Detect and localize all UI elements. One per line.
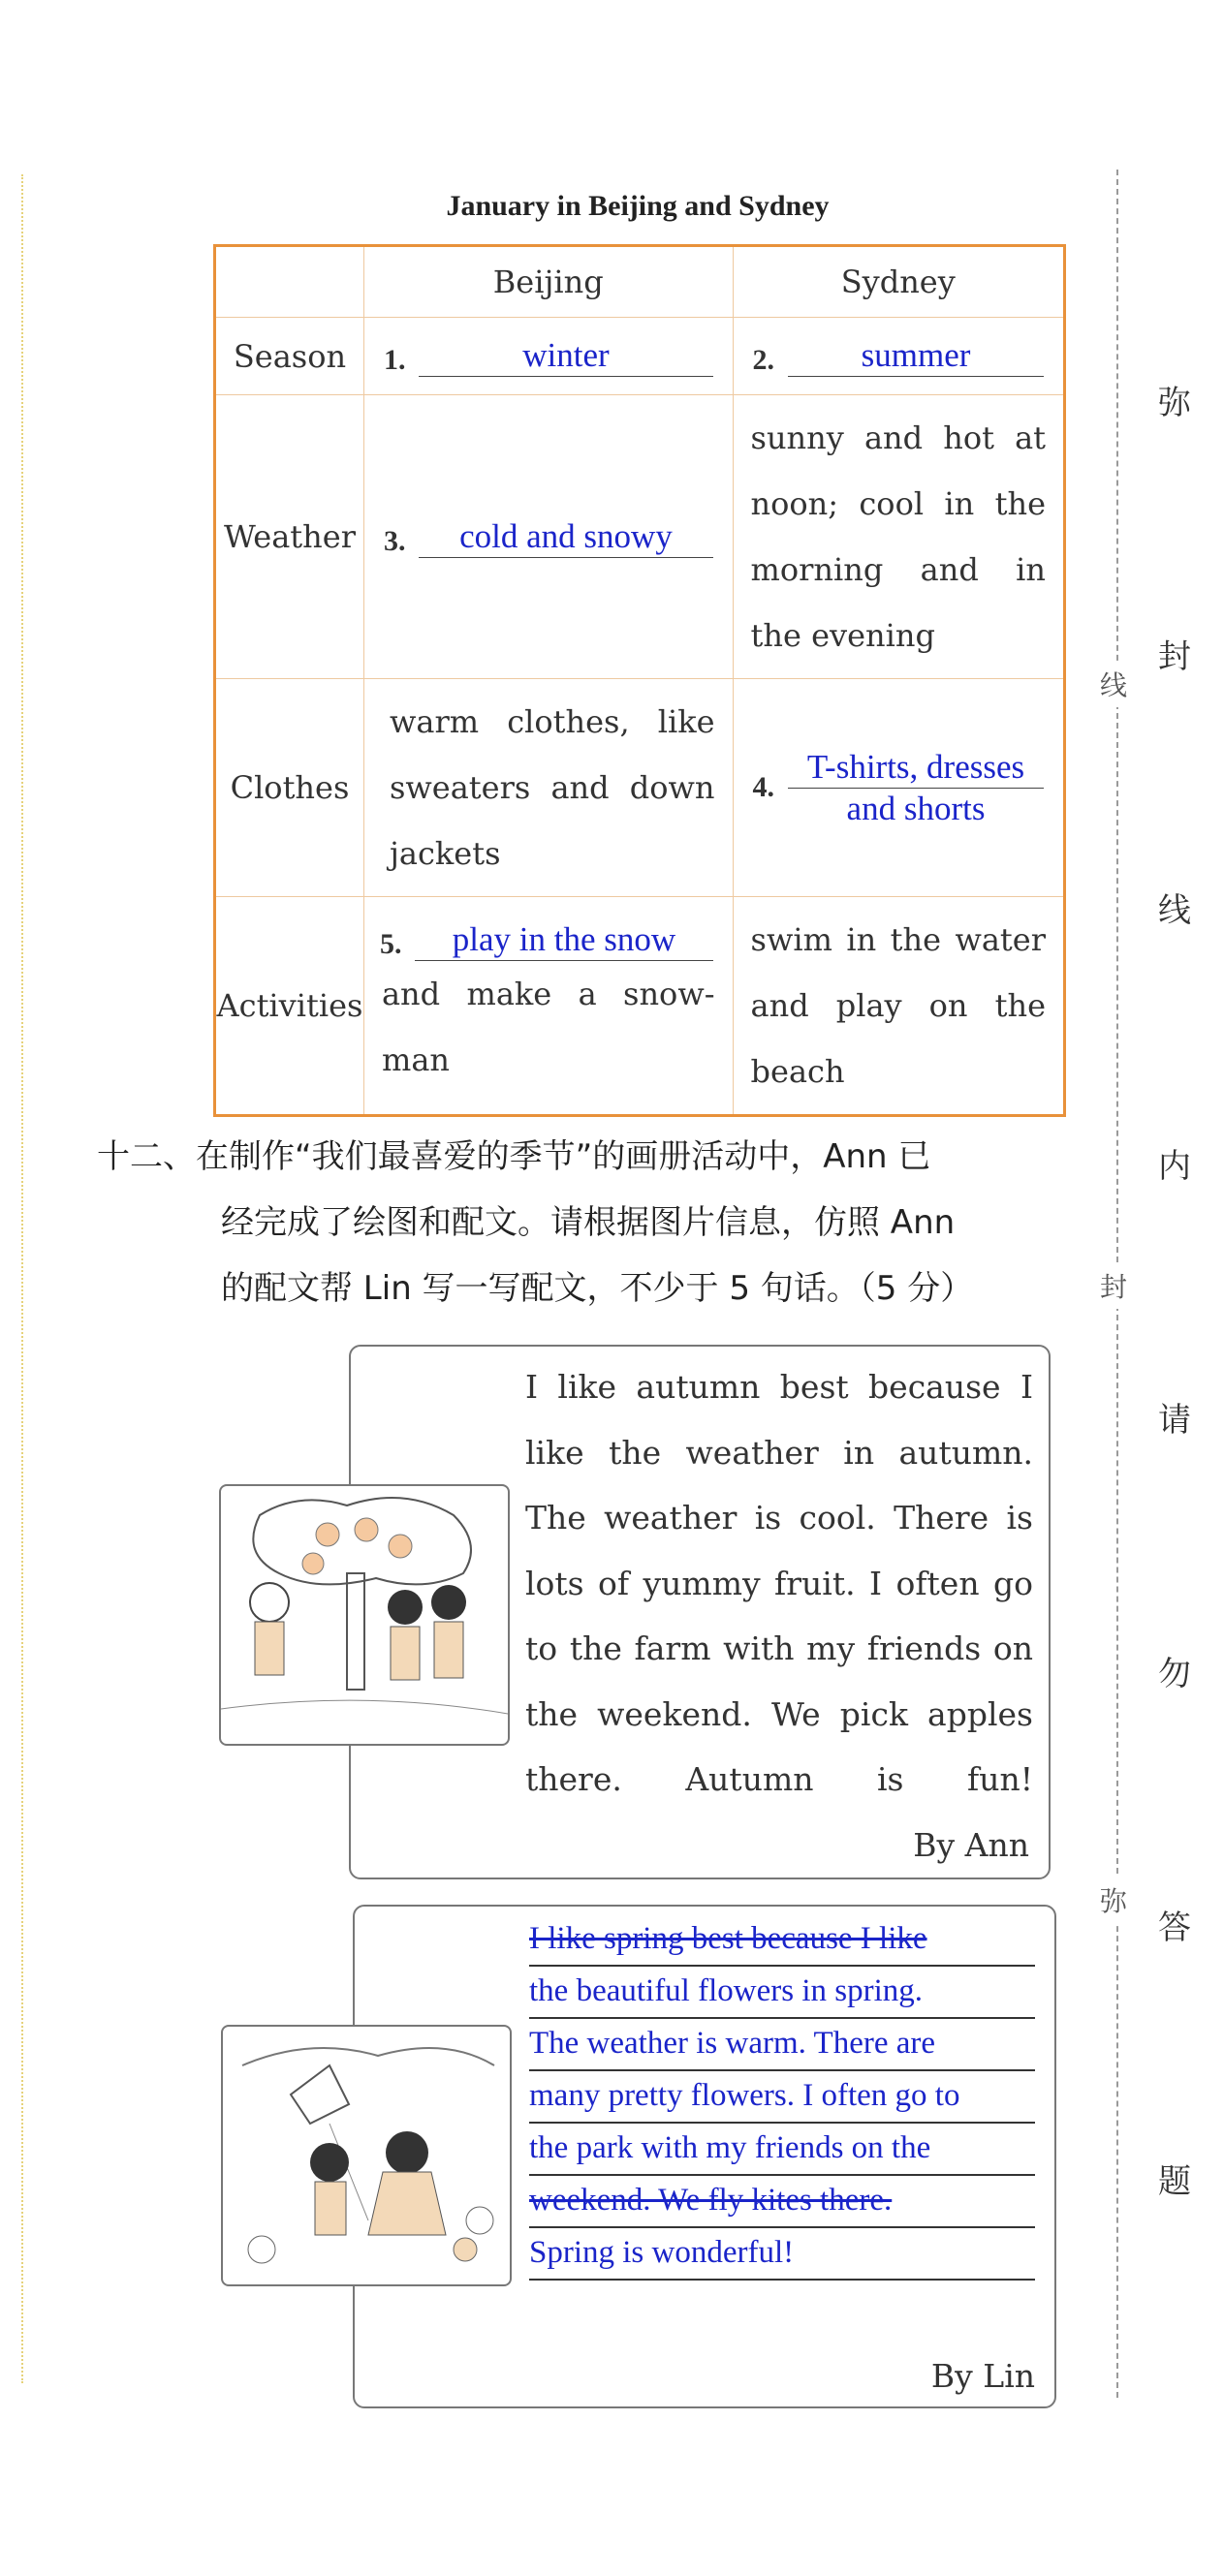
answer-blank-2[interactable]: summer [788, 335, 1044, 377]
blank-number: 2. [752, 344, 775, 376]
row-label-activities: Activities [215, 897, 364, 1116]
notice-char: 题 [1158, 2162, 1191, 2201]
answer-blank-1[interactable]: winter [419, 335, 712, 377]
autumn-illustration [219, 1484, 510, 1746]
corner-cell [215, 246, 364, 318]
weather-sydney-text: sunny and hot at noon; cool in the morning and in the evening [750, 419, 1046, 654]
table-row [215, 679, 1065, 897]
activities-beijing-cell [363, 897, 733, 1116]
row-label-clothes: Clothes [215, 679, 364, 897]
question-line: 十二、在制作“我们最喜爱的季节”的画册活动中，Ann 已 [97, 1137, 931, 1176]
notice-char: 线 [1158, 891, 1191, 930]
cut-mark-feng: 封 [1100, 1262, 1127, 1309]
header-beijing: Beijing [363, 246, 733, 318]
spring-illustration [221, 2025, 512, 2286]
answer-4-line1: T-shirts, dresses [788, 747, 1044, 789]
table-row [215, 897, 1065, 1116]
weather-sydney-cell [733, 395, 1064, 679]
lin-line[interactable]: the park with my friends on the [529, 2122, 1035, 2176]
question-line: 经完成了绘图和配文。请根据图片信息，仿照 Ann [221, 1203, 956, 1242]
notice-char: 内 [1158, 1147, 1191, 1186]
season-sydney-cell [733, 318, 1064, 395]
activities-sydney-cell [733, 897, 1064, 1116]
ann-paragraph: I like autumn best because I like the weather in autumn. The weather is cool. There is lots of yummy fruit. I often go to the farm with my friends on the weekend. We pick apples there. Autumn is fun! [525, 1368, 1033, 1798]
ann-signature: By Ann [913, 1826, 1029, 1864]
cut-mark-xian: 线 [1100, 661, 1127, 707]
table-row [215, 395, 1065, 679]
weather-table [213, 244, 1066, 1117]
weather-beijing-cell [363, 395, 733, 679]
lin-line[interactable]: Spring is wonderful! [529, 2226, 1035, 2281]
notice-char: 勿 [1158, 1655, 1191, 1693]
blank-number: 1. [383, 344, 406, 376]
table-title: January in Beijing and Sydney [446, 190, 830, 222]
notice-char: 请 [1158, 1401, 1191, 1440]
clothes-beijing-cell [363, 679, 733, 897]
lin-line[interactable]: the beautiful flowers in spring. [529, 1965, 1035, 2019]
notice-char: 弥 [1158, 384, 1191, 422]
answer-blank-5[interactable]: play in the snow [415, 919, 712, 961]
clothes-sydney-cell [733, 679, 1064, 897]
table-row [215, 318, 1065, 395]
notice-char: 答 [1158, 1909, 1191, 1947]
notice-char: 封 [1158, 637, 1191, 676]
blank-number: 5. [379, 927, 402, 960]
cut-mark-mi: 弥 [1100, 1877, 1127, 1923]
clothes-beijing-text: warm clothes, like sweaters and down jackets [389, 703, 715, 872]
left-dotted-guide [21, 174, 23, 2383]
lin-line[interactable]: many pretty flowers. I often go to [529, 2069, 1035, 2124]
lin-line[interactable]: I like spring best because I like [529, 1912, 1035, 1967]
row-label-weather: Weather [215, 395, 364, 679]
lin-signature: By Lin [930, 2357, 1035, 2395]
table-header-row [215, 246, 1065, 318]
blank-number: 3. [383, 524, 406, 557]
blank-number: 4. [752, 771, 775, 803]
season-beijing-cell [363, 318, 733, 395]
lin-line[interactable]: The weather is warm. There are [529, 2017, 1035, 2071]
activities-sydney-text: swim in the water and play on the beach [750, 921, 1046, 1090]
question-line: 的配文帮 Lin 写一写配文，不少于 5 句话。（5 分） [221, 1269, 974, 1308]
header-sydney: Sydney [733, 246, 1064, 318]
lin-line[interactable]: weekend. We fly kites there. [529, 2174, 1035, 2228]
answer-blank-4[interactable] [788, 747, 1044, 829]
question-12-prompt [97, 1124, 1085, 1321]
answer-blank-3[interactable]: cold and snowy [419, 516, 712, 558]
row-label-season: Season [215, 318, 364, 395]
answer-4-line2: and shorts [846, 789, 986, 827]
activities-beijing-rest: and make a snow-man [381, 975, 715, 1078]
